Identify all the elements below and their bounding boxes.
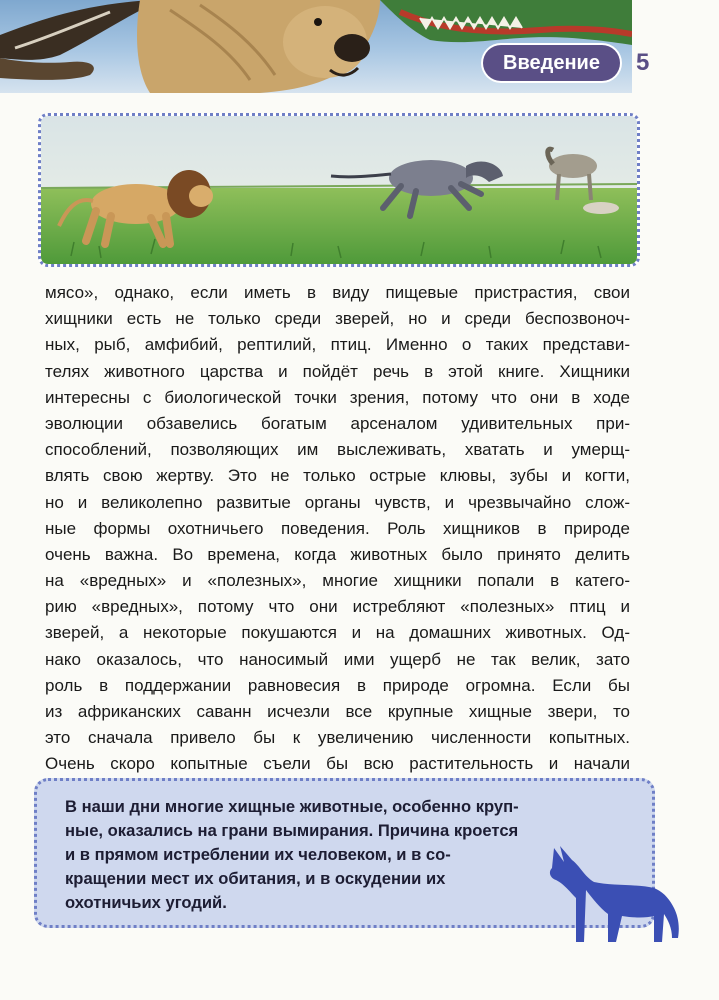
lion-chasing-wildebeest-image (41, 116, 637, 264)
callout-line: и в прямом истреблении их человеком, и в со- (65, 845, 451, 864)
text-line: Очень скоро копытные съели бы всю растительность и начали (45, 754, 630, 774)
text-line: ных, рыб, амфибий, рептилий, птиц. Именно о таких представи- (45, 335, 630, 355)
callout-line: ные, оказались на грани вымирания. Причина кроется (65, 821, 519, 840)
text-line: эволюции обзавелись богатым арсеналом удивительных при- (45, 413, 630, 433)
text-line: мясо», однако, если иметь в виду пищевые пристрастия, свои (45, 283, 630, 302)
text-line: из африканских саванн исчезли все крупные хищные звери, то (45, 702, 630, 721)
savanna-illustration (38, 113, 640, 267)
callout-line: кращении мест их обитания, и в оскудении их (65, 869, 446, 888)
callout-text (65, 795, 585, 915)
text-line: интересны с биологической точки зрения, потому что они в ходе (45, 387, 630, 407)
text-line: роль в поддержании равновесия в природе огромна. Если бы (45, 675, 630, 695)
page-number: 5 (636, 49, 650, 76)
text-line: влять свою жертву. Это не только острые клювы, зубы и когти, (45, 466, 630, 486)
text-line: телях животного царства и пойдёт речь в этой книге. Хищники (45, 361, 630, 381)
text-line: очень важна. Во времена, когда животных было принято делить (45, 544, 630, 564)
text-line: хищники есть не только среди зверей, но и среди беспозвоноч- (45, 309, 630, 329)
text-line: но и великолепно развитые органы чувств, и чрезвычайно слож- (45, 492, 630, 512)
callout-line: охотничьих угодий. (65, 893, 227, 912)
section-tab: Введение (483, 45, 620, 81)
text-line: нако оказалось, что наносимый ими ущерб не так велик, зато (45, 649, 630, 669)
text-line: это сначала привело бы к увеличению численности копытных. (45, 728, 630, 748)
text-line: рию «вредных», потому что они истребляют «полезных» птиц и (45, 597, 630, 617)
text-line: зверей, а некоторые покушаются и на домашних животных. Од- (45, 623, 630, 643)
text-line: способлений, позволяющих им выслеживать, хватать и умерщ- (45, 440, 630, 460)
wolf-silhouette-icon (546, 842, 686, 952)
text-line: ные формы охотничьего поведения. Роль хищников в природе (45, 518, 630, 538)
body-text (45, 280, 630, 804)
text-line: на «вредных» и «полезных», многие хищники попали в катего- (45, 571, 630, 591)
callout-line: В наши дни многие хищные животные, особенно круп- (65, 797, 519, 816)
header-banner (0, 0, 632, 93)
